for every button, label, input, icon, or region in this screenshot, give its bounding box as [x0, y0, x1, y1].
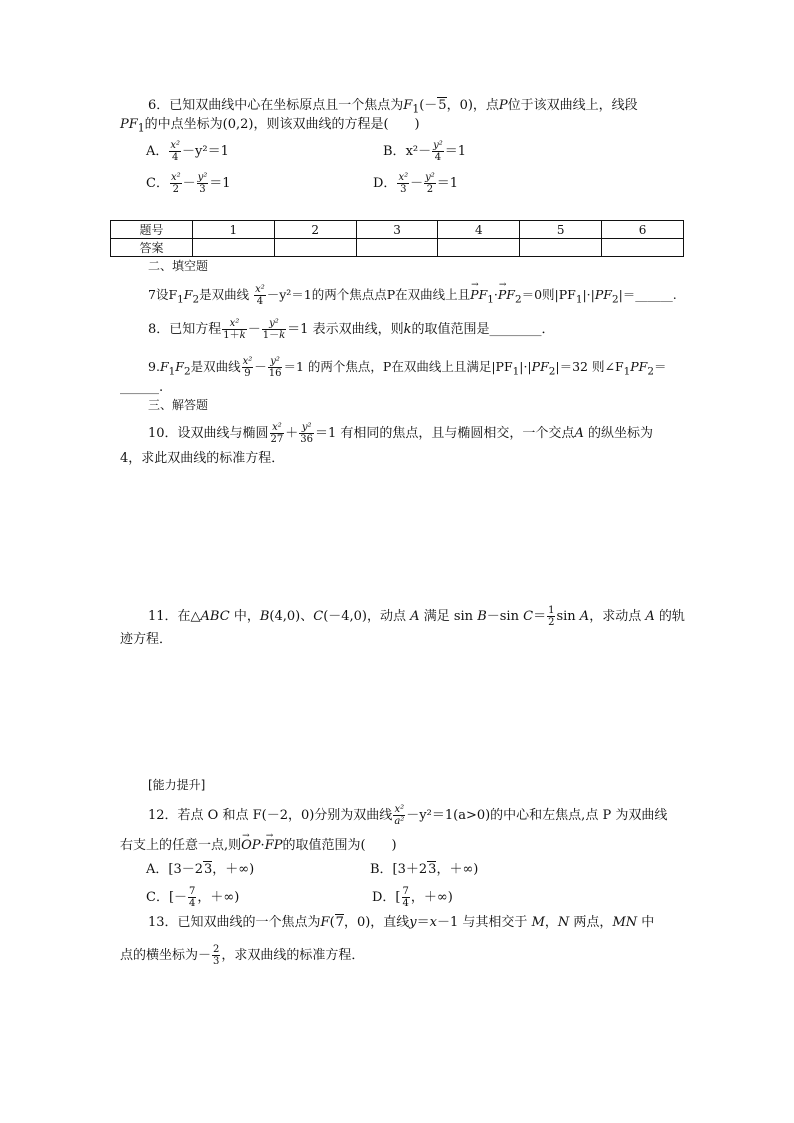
q13-line1: 13．已知双曲线的一个焦点为F(7，0)，直线y＝x－1 与其相交于 M，N 两点，MN 中 — [148, 915, 655, 930]
q6-line1-pre: 6．已知双曲线中心在坐标原点且一个焦点为 — [148, 98, 404, 113]
q6-option-c: C． $\frac{\text{x²}}{2}$ － $\frac{\text{y²}}{3}$ ＝1 — [146, 172, 231, 195]
answer-cell[interactable] — [356, 239, 438, 257]
answer-cell[interactable] — [520, 239, 602, 257]
section-fill-heading: 二、填空题 — [148, 259, 209, 273]
q13-line2: 点的横坐标为－ $\frac{2}{3}$ ，求双曲线的标准方程． — [120, 944, 365, 967]
q9-blank: ______. — [120, 380, 164, 395]
q12-option-d: D．[ $\frac{7}{4}$ ，＋∞) — [372, 886, 453, 909]
q11-line2: 迹方程． — [120, 632, 173, 647]
table-answer-label: 答案 — [111, 239, 193, 257]
table-header-label: 题号 — [111, 221, 193, 239]
table-number: 2 — [274, 221, 356, 239]
section-solve-heading: 三、解答题 — [148, 398, 209, 412]
answer-table — [110, 220, 684, 257]
q12-option-c: C．[－ $\frac{7}{4}$ ，＋∞) — [146, 886, 240, 909]
q10-line1: 10．设双曲线与椭圆 $\frac{\text{x²}}{27}$ ＋ $\frac{\text{y²}}{36}$ ＝1 有相同的焦点，且与椭圆相交，一个交点A 的纵坐标为 — [148, 422, 653, 445]
table-number: 1 — [192, 221, 274, 239]
answer-cell[interactable] — [438, 239, 520, 257]
q12-option-b: B．[3＋23，＋∞) — [370, 862, 479, 877]
q8-line: 8．已知方程 $\frac{\text{x²}}{1+k}$ － $\frac{\text{y²}}{1-k}$ ＝1 表示双曲线，则k的取值范围是________． — [148, 318, 555, 341]
q11-line1: 11．在△ABC 中，B(4,0)、C(－4,0)，动点 A 满足 sin B－sin C＝ $\frac{1}{2}$ sin A，求动点 A 的轨 — [148, 605, 685, 628]
q10-line2: 4，求此双曲线的标准方程． — [120, 451, 285, 466]
q6-line2: $PF_1$的中点坐标为(0,2)，则该双曲线的方程是( ) — [120, 117, 420, 135]
q12-line2: 右支上的任意一点,则→ OP·→ FP的取值范围为( ) — [120, 838, 397, 854]
q12-option-a: A．[3－23，＋∞) — [146, 862, 255, 877]
q6-option-a: A． $\frac{\text{x²}}{4}$ －y²＝1 — [146, 140, 229, 163]
section-ability-heading: [能力提升] — [148, 778, 206, 792]
table-number: 4 — [438, 221, 520, 239]
table-number: 5 — [520, 221, 602, 239]
q6-option-b: B．x²－ $\frac{\text{y²}}{4}$ ＝1 — [383, 140, 467, 163]
q6-line1: 6．已知双曲线中心在坐标原点且一个焦点为$F_1(-5$，0)，点P位于该双曲线上，线段 — [148, 98, 638, 116]
q6-line2-post: 的中点坐标为(0,2)，则该双曲线的方程是( ) — [144, 117, 420, 132]
answer-cell[interactable] — [602, 239, 684, 257]
answer-cell[interactable] — [274, 239, 356, 257]
table-number: 3 — [356, 221, 438, 239]
answer-cell[interactable] — [192, 239, 274, 257]
table-row — [111, 221, 684, 239]
q12-line1: 12．若点 O 和点 F(－2，0)分别为双曲线 $\frac{\text{x²}}{\text{a²}}$ －y²＝1(a>0)的中心和左焦点,点 P 为双曲线 — [148, 804, 668, 827]
q6-option-d: D． $\frac{\text{x²}}{3}$ － $\frac{\text{y²}}{2}$ ＝1 — [373, 172, 459, 195]
table-row — [111, 239, 684, 257]
table-number: 6 — [602, 221, 684, 239]
q9-line: $9.F_1F_2$是双曲线 $\frac{\text{x²}}{9}$ － $\frac{\text{y²}}{16}$ ＝1 的两个焦点，P在双曲线上且满足$|PF_1|\cdot|PF_2|=32$ 则$\angle F_1PF_2=$ — [148, 356, 667, 379]
q7-line: 7设$F_1F_2$是双曲线 $\frac{\text{x²}}{4}$ －y²＝1的两个焦点点P在双曲线上且→ $PF_1\cdot\to PF_2=0$则$|PF_1|\cdot|PF_2|=\_\_\_\_\_\_$. — [148, 284, 677, 308]
